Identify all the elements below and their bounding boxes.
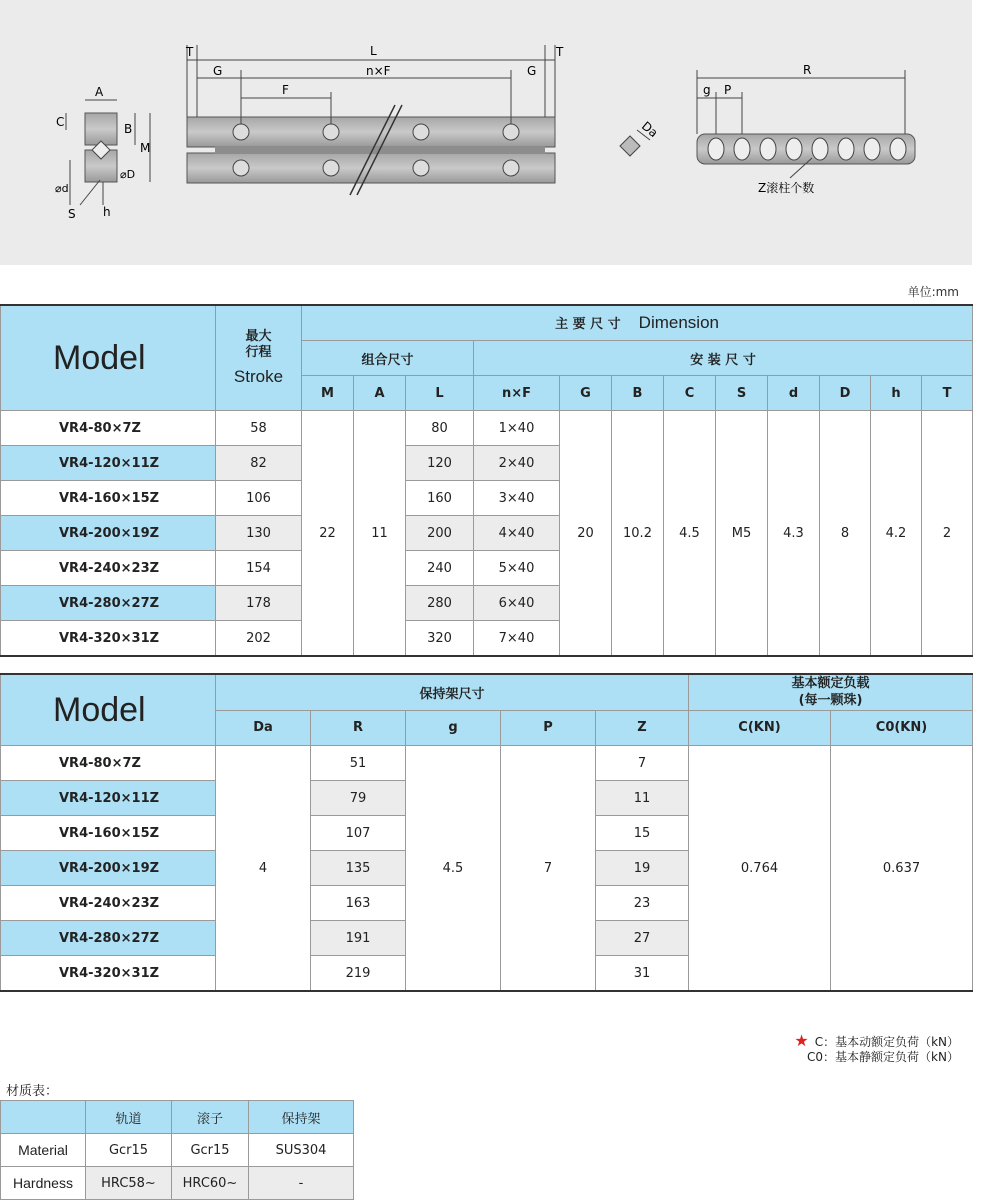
nxf-cell: 5×40	[474, 551, 560, 586]
model-cell: VR4-80×7Z	[1, 746, 216, 781]
stroke-cell: 58	[216, 411, 302, 446]
z-cell: 15	[596, 816, 689, 851]
load-header-line2: (每一颗珠)	[798, 693, 863, 709]
col2-header-2: g	[406, 710, 501, 746]
cross-section-view	[55, 85, 150, 221]
material-title: 材质表：	[6, 1084, 59, 1099]
col2-header-4: Z	[596, 710, 689, 746]
material-row-label: Material	[1, 1134, 86, 1167]
z-cell: 11	[596, 781, 689, 816]
label-R: R	[803, 63, 812, 77]
label-G-left: G	[213, 64, 223, 78]
shared-T-cell: 2	[922, 411, 973, 657]
material-row-label: Hardness	[1, 1167, 86, 1200]
table-row	[1, 746, 973, 781]
load-header-line1: 基本额定负载	[791, 676, 870, 692]
label-T-right: T	[556, 45, 564, 59]
main-dimension-en: Dimension	[638, 313, 719, 332]
material-value: HRC60~	[172, 1167, 249, 1200]
stroke-cell: 202	[216, 621, 302, 657]
rail-side-view	[185, 44, 564, 195]
col-header-6: C	[664, 376, 716, 411]
nxf-cell: 4×40	[474, 516, 560, 551]
stroke-cell: 178	[216, 586, 302, 621]
model-cell: VR4-320×31Z	[1, 621, 216, 657]
col-header-5: B	[612, 376, 664, 411]
label-nxF: n×F	[366, 64, 391, 78]
label-F: F	[282, 83, 289, 97]
stroke-header	[216, 305, 302, 411]
label-S: S	[68, 207, 76, 221]
cage-load-table	[0, 673, 973, 992]
stroke-cell: 154	[216, 551, 302, 586]
model-cell: VR4-200×19Z	[1, 516, 216, 551]
z-cell: 27	[596, 921, 689, 956]
drawing-svg	[0, 0, 972, 265]
label-h: h	[103, 205, 111, 219]
model-header: Model	[1, 305, 216, 411]
length-cell: 120	[406, 446, 474, 481]
col-header-11: T	[922, 376, 973, 411]
load-header	[689, 674, 973, 710]
shared-S-cell: M5	[716, 411, 768, 657]
col2-header-1: R	[311, 710, 406, 746]
r-cell: 191	[311, 921, 406, 956]
model-cell: VR4-160×15Z	[1, 481, 216, 516]
shared-C-cell: 0.764	[689, 746, 831, 992]
model-cell: VR4-120×11Z	[1, 446, 216, 481]
r-cell: 107	[311, 816, 406, 851]
shared-A-cell: 11	[354, 411, 406, 657]
shared-B-cell: 10.2	[612, 411, 664, 657]
r-cell: 163	[311, 886, 406, 921]
material-value: Gcr15	[172, 1134, 249, 1167]
length-cell: 240	[406, 551, 474, 586]
main-dimension-cn: 主 要 尺 寸	[555, 317, 621, 332]
model-cell: VR4-240×23Z	[1, 551, 216, 586]
z-cell: 23	[596, 886, 689, 921]
r-cell: 219	[311, 956, 406, 992]
col2-header-6: C0(KN)	[831, 710, 973, 746]
model-cell: VR4-120×11Z	[1, 781, 216, 816]
label-phi-d: ⌀d	[55, 182, 69, 195]
model-header-2: Model	[1, 674, 216, 746]
r-cell: 135	[311, 851, 406, 886]
r-cell: 79	[311, 781, 406, 816]
r-cell: 51	[311, 746, 406, 781]
roller-view	[620, 119, 661, 156]
label-T-left: T	[186, 45, 194, 59]
shared-g-cell: 4.5	[406, 746, 501, 992]
length-cell: 200	[406, 516, 474, 551]
shared-C0-cell: 0.637	[831, 746, 973, 992]
col2-header-3: P	[501, 710, 596, 746]
shared-P-cell: 7	[501, 746, 596, 992]
label-C: C	[56, 115, 65, 129]
length-cell: 160	[406, 481, 474, 516]
material-value: SUS304	[249, 1134, 354, 1167]
shared-G-cell: 20	[560, 411, 612, 657]
label-A: A	[95, 85, 104, 99]
shared-h-cell: 4.2	[871, 411, 922, 657]
combo-dimension-header: 组合尺寸	[302, 341, 474, 376]
shared-d-cell: 4.3	[768, 411, 820, 657]
stroke-cell: 130	[216, 516, 302, 551]
shared-Da-cell: 4	[216, 746, 311, 992]
col2-header-0: Da	[216, 710, 311, 746]
label-phi-D: ⌀D	[120, 168, 136, 181]
model-cell: VR4-280×27Z	[1, 586, 216, 621]
model-cell: VR4-160×15Z	[1, 816, 216, 851]
col2-header-5: C(KN)	[689, 710, 831, 746]
dimension-table	[0, 304, 973, 657]
material-table	[0, 1100, 354, 1200]
stroke-cell: 82	[216, 446, 302, 481]
stroke-cell: 106	[216, 481, 302, 516]
z-cell: 31	[596, 956, 689, 992]
table-row	[1, 411, 973, 446]
model-cell: VR4-320×31Z	[1, 956, 216, 992]
z-cell: 7	[596, 746, 689, 781]
col-header-1: A	[354, 376, 406, 411]
col-header-3: n×F	[474, 376, 560, 411]
label-P: P	[724, 83, 732, 97]
label-G-right: G	[527, 64, 537, 78]
model-cell: VR4-240×23Z	[1, 886, 216, 921]
label-g: g	[703, 83, 711, 97]
col-header-4: G	[560, 376, 612, 411]
install-dimension-header: 安 装 尺 寸	[474, 341, 973, 376]
label-Z-note: Z滚柱个数	[758, 181, 815, 195]
nxf-cell: 6×40	[474, 586, 560, 621]
star-icon: ★	[794, 1031, 809, 1050]
note-c0: C0：基本静额定负荷（kN）	[807, 1050, 959, 1064]
shared-C-cell: 4.5	[664, 411, 716, 657]
length-cell: 320	[406, 621, 474, 657]
cage-dimension-header: 保持架尺寸	[216, 674, 689, 710]
nxf-cell: 7×40	[474, 621, 560, 657]
col-header-10: h	[871, 376, 922, 411]
stroke-header-cn: 最大行程	[245, 329, 272, 360]
label-B: B	[124, 122, 133, 136]
material-value: Gcr15	[86, 1134, 172, 1167]
model-cell: VR4-280×27Z	[1, 921, 216, 956]
col-header-7: S	[716, 376, 768, 411]
label-L: L	[370, 44, 377, 58]
material-header-0: 轨道	[86, 1101, 172, 1134]
material-corner	[1, 1101, 86, 1134]
shared-D-cell: 8	[820, 411, 871, 657]
nxf-cell: 1×40	[474, 411, 560, 446]
col-header-9: D	[820, 376, 871, 411]
model-cell: VR4-200×19Z	[1, 851, 216, 886]
label-M: M	[140, 141, 151, 155]
col-header-0: M	[302, 376, 354, 411]
nxf-cell: 2×40	[474, 446, 560, 481]
stroke-header-en: Stroke	[233, 367, 284, 386]
material-value: HRC58~	[86, 1167, 172, 1200]
material-value: -	[249, 1167, 354, 1200]
main-dimension-header	[302, 305, 973, 341]
z-cell: 19	[596, 851, 689, 886]
material-row	[1, 1167, 354, 1200]
unit-label: 单位:mm	[907, 285, 959, 299]
length-cell: 80	[406, 411, 474, 446]
label-Da: Da	[638, 118, 661, 141]
nxf-cell: 3×40	[474, 481, 560, 516]
technical-drawing	[0, 0, 972, 265]
material-header-1: 滚子	[172, 1101, 249, 1134]
material-header-2: 保持架	[249, 1101, 354, 1134]
material-row	[1, 1134, 354, 1167]
col-header-2: L	[406, 376, 474, 411]
length-cell: 280	[406, 586, 474, 621]
shared-M-cell: 22	[302, 411, 354, 657]
col-header-8: d	[768, 376, 820, 411]
cage-view	[697, 63, 915, 195]
model-cell: VR4-80×7Z	[1, 411, 216, 446]
note-c-text: C：基本动额定负荷（kN）	[814, 1035, 959, 1049]
